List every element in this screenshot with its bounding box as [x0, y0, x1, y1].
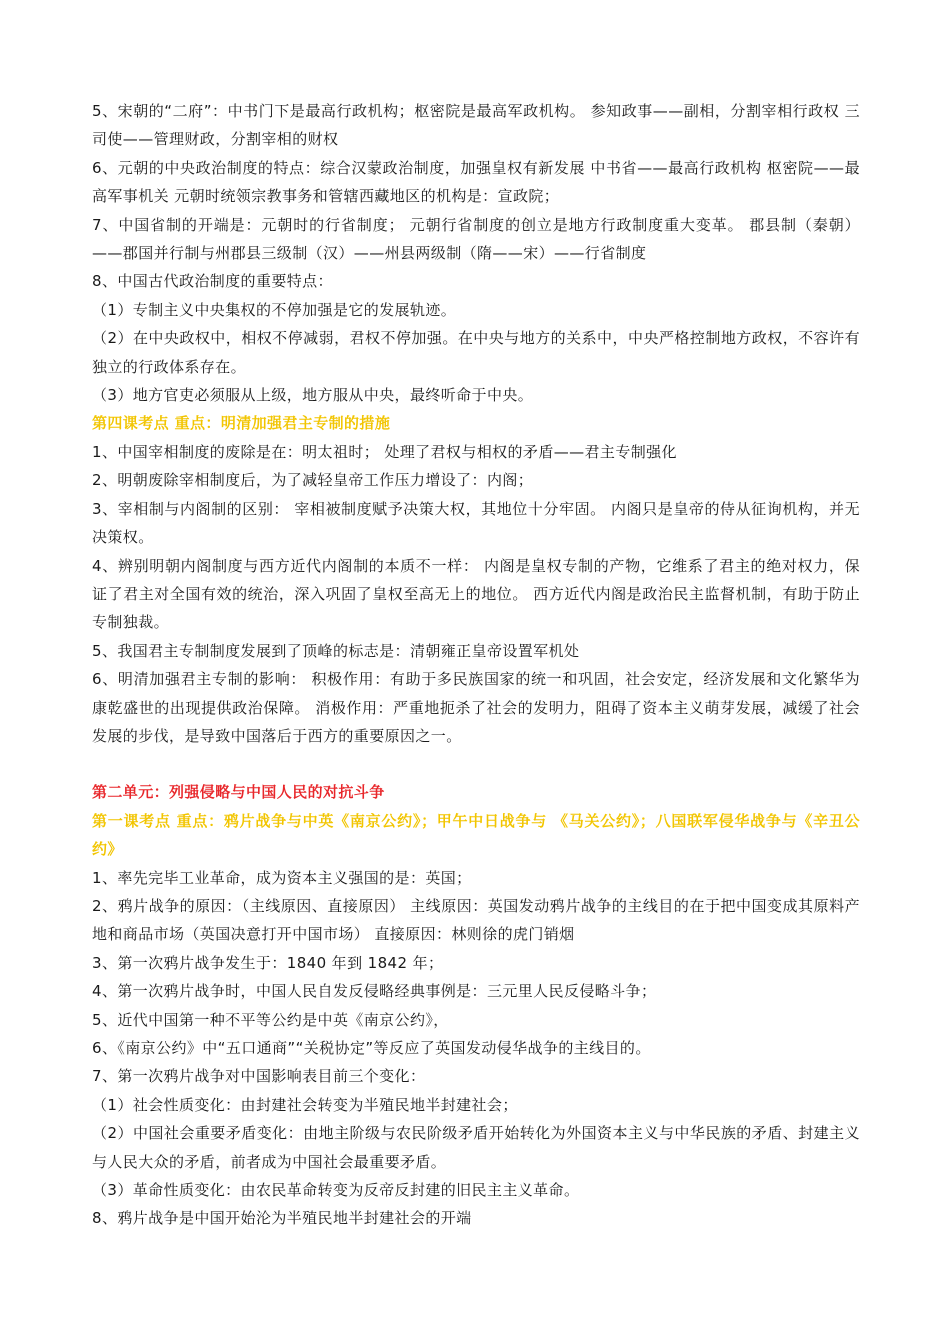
text-line: 5、近代中国第一种不平等公约是中英《南京公约》，: [92, 1010, 449, 1029]
text-line: 1、率先完毕工业革命，成为资本主义强国的是：英国；: [92, 868, 472, 887]
document-page: [92, 97, 860, 1233]
text-line: 5、宋朝的“二府”：中书门下是最高行政机构；枢密院是最高军政机构。 参知政事——副相，分割宰相行政权 三司使——管理财政，分割宰相的财权: [92, 102, 860, 149]
section-heading: 第一课考点 重点：鸦片战争与中英《南京公约》；甲午中日战争与 《马关公约》；八国联军侵华战争与《辛丑公约》: [92, 811, 860, 859]
text-line: 7、中国省制的开端是：元朝时的行省制度； 元朝行省制度的创立是地方行政制度重大变革。 郡县制（秦朝）——郡国并行制与州郡县三级制（汉）——州县两级制（隋——宋）——行省制度: [92, 215, 860, 263]
text-line: 1、中国宰相制度的废除是在：明太祖时； 处理了君权与相权的矛盾——君主专制强化: [92, 442, 677, 461]
text-line: 7、第一次鸦片战争对中国影响表目前三个变化：: [92, 1067, 426, 1086]
text-line: 5、我国君主专制制度发展到了顶峰的标志是：清朝雍正皇帝设置军机处: [92, 641, 580, 660]
text-line: （1）专制主义中央集权的不停加强是它的发展轨迹。: [92, 300, 457, 319]
text-line: （2）中国社会重要矛盾变化：由地主阶级与农民阶级矛盾开始转化为外国资本主义与中华民族的矛盾、封建主义与人民大众的矛盾，前者成为中国社会最重要矛盾。: [92, 1124, 860, 1171]
text-line: （2）在中央政权中，相权不停减弱，君权不停加强。在中央与地方的关系中，中央严格控制地方政权，不容许有独立的行政体系存在。: [92, 329, 860, 376]
text-line: （1）社会性质变化：由封建社会转变为半殖民地半封建社会；: [92, 1095, 518, 1114]
text-line: 6、《南京公约》中“五口通商”“关税协定”等反应了英国发动侵华战争的主线目的。: [92, 1039, 651, 1057]
text-line: （3）革命性质变化：由农民革命转变为反帝反封建的旧民主主义革命。: [92, 1181, 580, 1200]
text-line: 4、辨别明朝内阁制度与西方近代内阁制的本质不一样： 内阁是皇权专制的产物，它维系了君主的绝对权力，保证了君主对全国有效的统治，深入巩固了皇权至高无上的地位。 西方近代内阁是政治民主监督机制，有助于防止专制独裁。: [92, 556, 860, 632]
text-line: 4、第一次鸦片战争时，中国人民自发反侵略经典事例是：三元里人民反侵略斗争；: [92, 982, 657, 1001]
unit-heading: 第二单元：列强侵略与中国人民的对抗斗争: [92, 783, 385, 802]
text-line: 8、鸦片战争是中国开始沦为半殖民地半封建社会的开端: [92, 1209, 472, 1228]
text-line: 3、宰相制与内阁制的区别： 宰相被制度赋予决策大权，其地位十分牢固。 内阁只是皇帝的侍从征询机构，并无决策权。: [92, 499, 861, 547]
section-heading: 第四课考点 重点：明清加强君主专制的措施: [92, 414, 391, 433]
text-line: 2、鸦片战争的原因：（主线原因、直接原因） 主线原因：英国发动鸦片战争的主线目的在于把中国变成其原料产地和商品市场（英国决意打开中国市场） 直接原因：林则徐的虎门销烟: [92, 896, 860, 944]
text-line: 6、元朝的中央政治制度的特点：综合汉蒙政治制度，加强皇权有新发展 中书省——最高行政机构 枢密院——最高军事机关 元朝时统领宗教事务和管辖西藏地区的机构是：宣政院；: [92, 158, 860, 206]
text-line: 8、中国古代政治制度的重要特点：: [92, 272, 333, 291]
text-line: 6、明清加强君主专制的影响： 积极作用：有助于多民族国家的统一和巩固，社会安定，经济发展和文化繁华为康乾盛世的出现提供政治保障。 消极作用：严重地扼杀了社会的发明力，阻碍了资本主义萌芽发展，减缓了社会发展的步伐，是导致中国落后于西方的重要原因之一。: [92, 670, 860, 745]
text-line: 2、明朝废除宰相制度后，为了减轻皇帝工作压力增设了：内阁；: [92, 471, 534, 490]
spacer: [92, 750, 860, 778]
text-line: （3）地方官吏必须服从上级，地方服从中央，最终听命于中央。: [92, 386, 534, 405]
text-line: 3、第一次鸦片战争发生于：1840 年到 1842 年；: [92, 953, 444, 972]
